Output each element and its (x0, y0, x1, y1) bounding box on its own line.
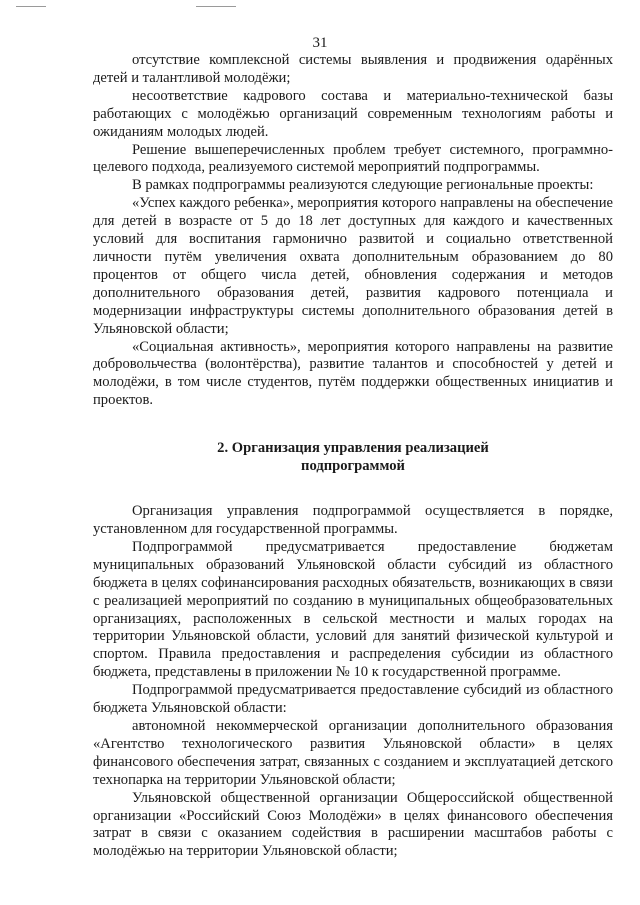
scan-edge-mark-left (16, 6, 46, 7)
paragraph: Подпрограммой предусматривается предоставление субсидий из областного бюджета Ульяновской области: (93, 682, 613, 717)
paragraph: В рамках подпрограммы реализуются следующие региональные проекты: (132, 177, 594, 194)
section-heading-line-2: подпрограммой (301, 458, 405, 475)
paragraph: Организация управления подпрограммой осуществляется в порядке, установленном для государственной программы. (93, 503, 613, 538)
paragraph: Ульяновской общественной организации Общероссийской общественной организации «Российский Союз Молодёжи» в целях финансового обеспечения затрат в связи с оказанием содействия в расширении масштабов работы с молодёжью на территории Ульяновской области; (93, 789, 613, 860)
paragraph: Решение вышеперечисленных проблем требует системного, программно-целевого подхода, реализуемого системой мероприятий подпрограммы. (93, 141, 613, 176)
paragraph-block-2 (93, 503, 613, 861)
section-heading (93, 439, 613, 475)
scan-edge-mark-right (196, 6, 236, 7)
document-body (93, 52, 613, 861)
paragraph: «Социальная активность», мероприятия которого направлены на развитие добровольчества (волонтёрства), развитие талантов и способностей у детей и молодёжи, в том числе студентов, путём поддержки общественных инициатив и проектов. (93, 338, 613, 409)
paragraph: Подпрограммой предусматривается предоставление бюджетам муниципальных образований Ульяновской области субсидий из областного бюджета в целях софинансирования расходных обязательств, возникающих в связи с реализацией мероприятий по созданию в муниципальных общеобразовательных организациях, расположенных в сельской местности и малых городах на территории Ульяновской области, условий для занятий физической культурой и спортом. Правила предоставления и распределения субсидии из областного бюджета, представлены в приложении № 10 к государственной программе. (93, 538, 613, 681)
paragraph: автономной некоммерческой организации дополнительного образования «Агентство технологического развития Ульяновской области» в целях финансового обеспечения затрат, связанных с созданием и эксплуатацией детского технопарка на территории Ульяновской области; (93, 718, 613, 788)
page-number: 31 (312, 35, 328, 51)
paragraph-block-1 (93, 52, 613, 410)
paragraph: несоответствие кадрового состава и материально-технической базы работающих с молодёжью организаций современным технологиям работы и ожиданиям молодых людей. (93, 87, 613, 140)
paragraph: отсутствие комплексной системы выявления и продвижения одарённых детей и талантливой молодёжи; (93, 52, 613, 86)
paragraph: «Успех каждого ребенка», мероприятия которого направлены на обеспечение для детей в возрасте от 5 до 18 лет доступных для каждого и качественных условий для воспитания гармонично развитой и социально ответственной личности путём увеличения охвата дополнительным образованием до 80 процентов от общего числа детей, обновления содержания и методов дополнительного образования детей, развития кадрового потенциала и модернизации инфраструктуры системы дополнительного образования детей в Ульяновской области; (93, 195, 613, 337)
section-heading-line-1: 2. Организация управления реализацией (217, 440, 489, 457)
